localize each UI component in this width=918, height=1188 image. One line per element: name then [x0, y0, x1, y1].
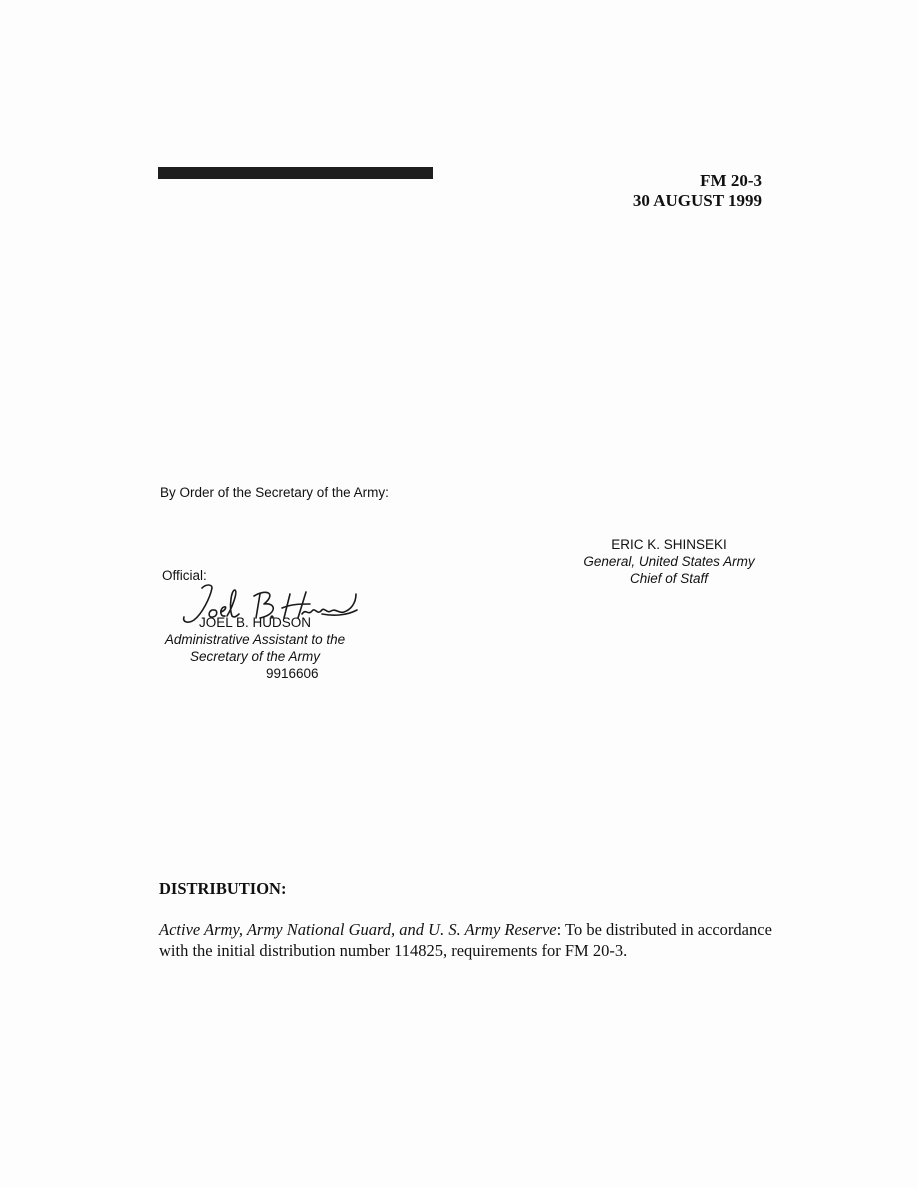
- chief-title: General, United States Army: [583, 554, 755, 569]
- publication-control-number: 9916606: [266, 666, 319, 681]
- by-order-line: By Order of the Secretary of the Army:: [160, 485, 389, 500]
- distribution-instructions: To be distributed in accordance with the initial distribution number 114825, requirements for FM 20-3.: [159, 920, 772, 960]
- distribution-recipients: Active Army, Army National Guard, and U. S. Army Reserve: [159, 920, 557, 939]
- official-title-line1: Administrative Assistant to the: [164, 632, 346, 647]
- distribution-separator: :: [556, 920, 562, 939]
- redaction-bar: [158, 167, 433, 179]
- official-title-line2: Secretary of the Army: [189, 649, 321, 664]
- official-signature-block: [150, 614, 360, 665]
- official-label: Official:: [162, 568, 207, 583]
- chief-role: Chief of Staff: [629, 571, 709, 586]
- distribution-paragraph: [159, 919, 779, 961]
- distribution-heading: DISTRIBUTION:: [159, 879, 287, 898]
- chief-of-staff-block: [560, 536, 778, 587]
- chief-name: ERIC K. SHINSEKI: [611, 537, 727, 552]
- doc-date: 30 AUGUST 1999: [632, 191, 762, 210]
- document-identifier: [633, 171, 762, 211]
- official-name: JOEL B. HUDSON: [198, 615, 312, 630]
- doc-number: FM 20-3: [700, 171, 762, 190]
